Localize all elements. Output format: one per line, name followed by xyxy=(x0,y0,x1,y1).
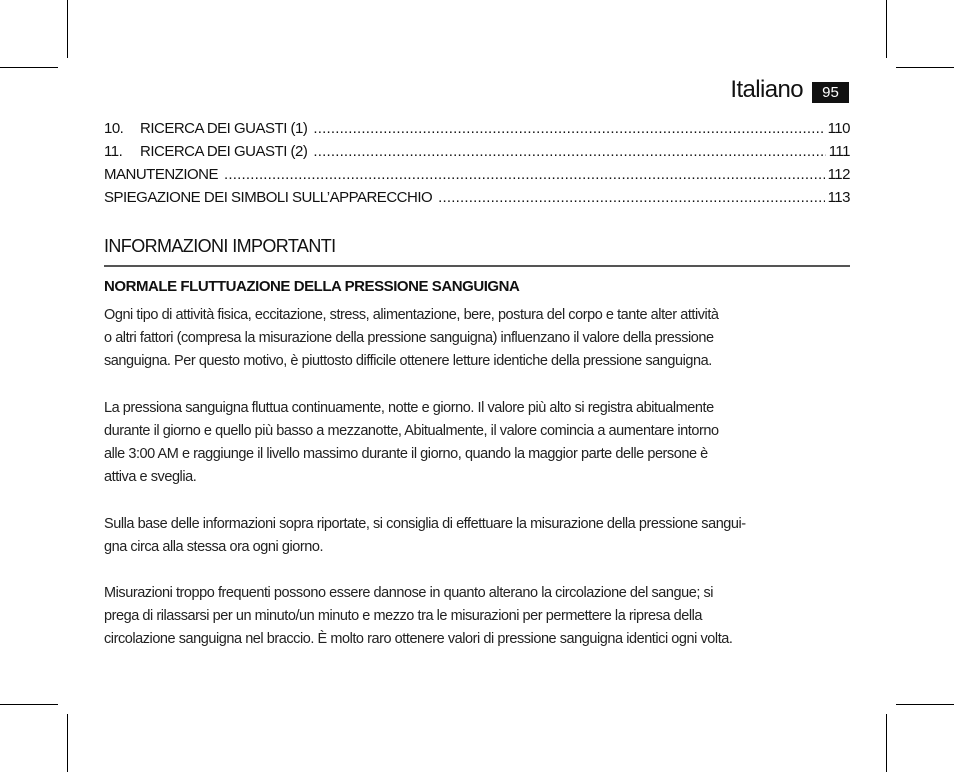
paragraph-4 xyxy=(104,582,864,651)
section-divider xyxy=(104,265,850,267)
subsection-title: NORMALE FLUTTUAZIONE DELLA PRESSIONE SANGUIGNA xyxy=(104,278,520,295)
paragraph-line: Misurazioni troppo frequenti possono essere dannose in quanto alterano la circolazione del sangue; si xyxy=(104,585,714,601)
paragraph-2 xyxy=(104,397,864,489)
toc-leader-dots xyxy=(313,120,824,137)
toc-entry-page: 112 xyxy=(827,166,850,183)
paragraph-line: La pressiona sanguigna fluttua continuamente, notte e giorno. Il valore più alto si registra abitualmente xyxy=(104,400,714,416)
paragraph-line: circolazione sanguigna nel braccio. È molto raro ottenere valori di pressione sanguigna identici ogni volta. xyxy=(104,631,733,647)
paragraph-line: sanguigna. Per questo motivo, è piuttosto difficile ottenere letture identiche della pressione sanguigna. xyxy=(104,353,712,369)
toc-entry-page: 111 xyxy=(828,143,850,160)
toc-entry-number: 11. xyxy=(104,143,123,160)
paragraph-line: gna circa alla stessa ora ogni giorno. xyxy=(104,539,324,555)
toc-entry-title: MANUTENZIONE xyxy=(104,166,218,183)
toc-entry xyxy=(104,166,850,189)
toc-entry-page: 110 xyxy=(827,120,850,137)
crop-mark-bottom-right-vertical xyxy=(886,714,887,772)
crop-mark-top-right-vertical xyxy=(886,0,887,58)
paragraph-line: attiva e sveglia. xyxy=(104,469,197,485)
language-label: Italiano xyxy=(730,76,803,103)
toc-entry-title: SPIEGAZIONE DEI SIMBOLI SULL’APPARECCHIO xyxy=(104,189,433,206)
toc-entry-title: RICERCA DEI GUASTI (2) xyxy=(140,143,308,160)
toc-entry xyxy=(104,120,850,143)
paragraph-line: o altri fattori (compresa la misurazione della pressione sanguigna) influenzano il valore della pressione xyxy=(104,330,714,346)
crop-mark-bottom-left-horizontal xyxy=(0,704,58,705)
paragraph-3 xyxy=(104,513,864,559)
crop-mark-top-right-horizontal xyxy=(896,67,954,68)
toc-leader-dots xyxy=(313,143,825,160)
paragraph-1 xyxy=(104,304,864,373)
section-title: INFORMAZIONI IMPORTANTI xyxy=(104,236,336,256)
paragraph-line: Sulla base delle informazioni sopra riportate, si consiglia di effettuare la misurazione della pressione sangui- xyxy=(104,516,746,532)
toc-entry-page: 113 xyxy=(827,189,850,206)
crop-mark-top-left-vertical xyxy=(67,0,68,58)
paragraph-line: durante il giorno e quello più basso a mezzanotte, Abitualmente, il valore comincia a aumentare intorno xyxy=(104,423,719,439)
toc-leader-dots xyxy=(438,189,824,206)
page-number-badge: 95 xyxy=(812,82,849,103)
crop-mark-top-left-horizontal xyxy=(0,67,58,68)
toc-entry-number: 10. xyxy=(104,120,124,137)
toc-entry xyxy=(104,143,850,166)
table-of-contents xyxy=(104,120,850,212)
crop-mark-bottom-right-horizontal xyxy=(896,704,954,705)
paragraph-line: prega di rilassarsi per un minuto/un minuto e mezzo tra le misurazioni per permettere la ripresa della xyxy=(104,608,703,624)
toc-leader-dots xyxy=(224,166,825,183)
paragraph-line: Ogni tipo di attività fisica, eccitazione, stress, alimentazione, bere, postura del corpo e tante alter attività xyxy=(104,307,719,323)
crop-mark-bottom-left-vertical xyxy=(67,714,68,772)
paragraph-line: alle 3:00 AM e raggiunge il livello massimo durante il giorno, quando la maggior parte delle persone è xyxy=(104,446,708,462)
toc-entry-title: RICERCA DEI GUASTI (1) xyxy=(140,120,308,137)
toc-entry xyxy=(104,189,850,212)
